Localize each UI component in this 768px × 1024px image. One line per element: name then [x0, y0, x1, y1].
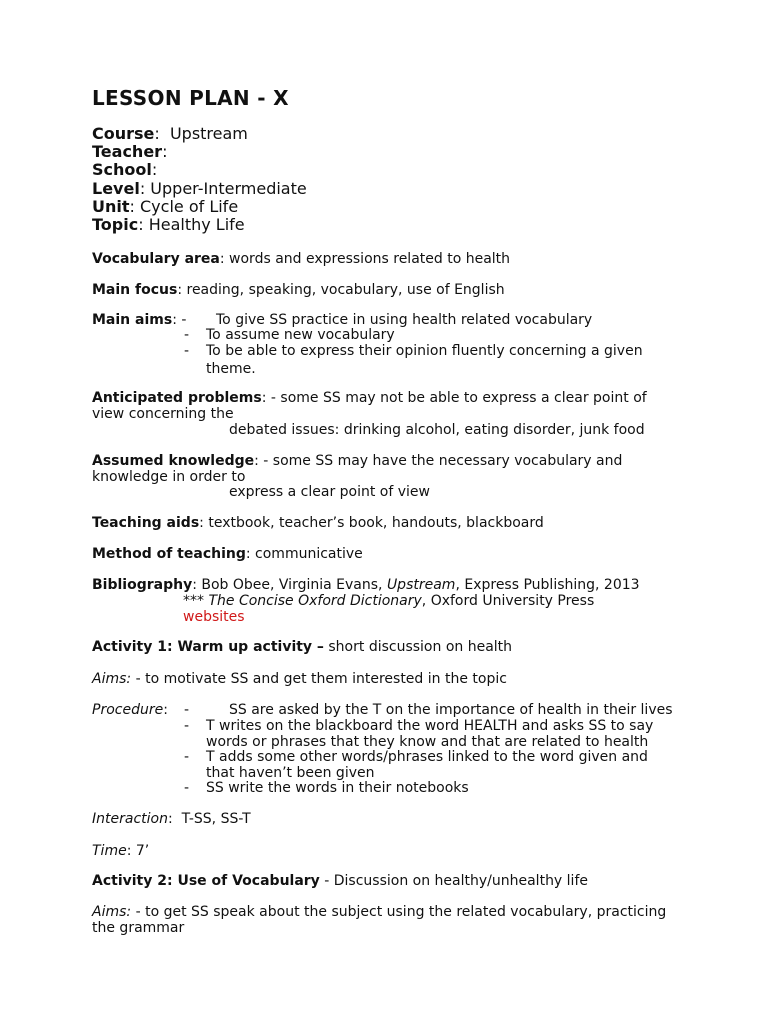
teacher-label: Teacher	[92, 142, 163, 161]
topic-value: Healthy Life	[148, 215, 245, 234]
activity-2-aims-label: Aims:	[92, 904, 132, 920]
procedure-item: - T adds some other words/phrases linked to the word given and	[184, 749, 648, 765]
main-aims-item: To give SS practice in using health related vocabulary	[216, 312, 593, 328]
document-title: LESSON PLAN - X	[92, 86, 289, 110]
assumed-knowledge-line: knowledge in order to	[92, 469, 246, 485]
bibliography-line: *** The Concise Oxford Dictionary, Oxford University Press	[183, 593, 595, 609]
anticipated-problems-line: view concerning the	[92, 406, 234, 422]
school-label: School	[92, 160, 152, 179]
vocabulary-area-label: Vocabulary area	[92, 251, 220, 267]
unit-value: Cycle of Life	[140, 197, 239, 216]
bibliography-label: Bibliography	[92, 577, 193, 593]
interaction-label: Interaction	[92, 811, 168, 827]
level-label: Level	[92, 179, 140, 198]
level-line: Level: Upper-Intermediate	[92, 179, 307, 198]
activity-1-time	[92, 843, 149, 859]
procedure-item: - T writes on the blackboard the word HEALTH and asks SS to say	[184, 718, 654, 734]
course-label: Course	[92, 124, 155, 143]
activity-1-aims-label: Aims:	[92, 671, 132, 687]
teaching-aids-line	[92, 515, 544, 531]
anticipated-problems-label: Anticipated problems	[92, 390, 262, 406]
course-line: Course: Upstream	[92, 124, 248, 143]
topic-line: Topic: Healthy Life	[92, 215, 245, 234]
time-value: : 7’	[126, 843, 150, 859]
anticipated-problems-line: Anticipated problems: - some SS may not be able to express a clear point of	[92, 390, 647, 406]
main-aims-label-line: Main aims: -	[92, 312, 187, 328]
assumed-knowledge-label: Assumed knowledge	[92, 453, 255, 469]
activity-2-aims-continuation: the grammar	[92, 920, 185, 936]
activity-1-heading: Activity 1: Warm up activity – short discussion on health	[92, 639, 513, 655]
activity-1-aims: Aims: - to motivate SS and get them interested in the topic	[92, 671, 507, 687]
activity-1-procedure-label: Procedure	[92, 702, 164, 718]
assumed-knowledge-line: express a clear point of view	[229, 484, 430, 500]
teaching-aids-label: Teaching aids	[92, 515, 200, 531]
unit-label: Unit	[92, 197, 130, 216]
main-focus-label: Main focus	[92, 282, 178, 298]
method-of-teaching-line	[92, 546, 363, 562]
activity-2-aims: Aims: - to get SS speak about the subject using the related vocabulary, practicing	[92, 904, 667, 920]
time-label: Time	[92, 843, 127, 859]
websites-link[interactable]: websites	[183, 609, 245, 625]
teaching-aids-value: : textbook, teacher’s book, handouts, blackboard	[199, 515, 544, 531]
teacher-line: Teacher:	[92, 142, 168, 161]
activity-2-heading: Activity 2: Use of Vocabulary - Discussion on healthy/unhealthy life	[92, 873, 588, 889]
activity-1-procedure-label-line: Procedure:	[92, 702, 168, 718]
procedure-item-continuation: that haven’t been given	[206, 765, 375, 781]
interaction-value: T-SS, SS-T	[181, 811, 251, 827]
course-value: Upstream	[169, 124, 248, 143]
main-aims-label: Main aims	[92, 312, 173, 328]
main-aims-item: - To assume new vocabulary	[184, 327, 395, 343]
method-of-teaching-value: : communicative	[245, 546, 363, 562]
main-focus-value: : reading, speaking, vocabulary, use of English	[177, 282, 505, 298]
main-aims-item-continuation: theme.	[206, 361, 256, 377]
unit-line: Unit: Cycle of Life	[92, 197, 239, 216]
topic-label: Topic	[92, 215, 139, 234]
anticipated-problems-line: debated issues: drinking alcohol, eating disorder, junk food	[229, 422, 645, 438]
vocabulary-area-value: : words and expressions related to health	[219, 251, 511, 267]
assumed-knowledge-line: Assumed knowledge: - some SS may have the necessary vocabulary and	[92, 453, 623, 469]
school-line: School:	[92, 160, 158, 179]
procedure-item: - SS are asked by the T on the importance of health in their lives	[184, 702, 673, 718]
procedure-item-continuation: words or phrases that they know and that are related to health	[206, 734, 649, 750]
method-of-teaching-label: Method of teaching	[92, 546, 246, 562]
main-focus-line	[92, 282, 505, 298]
main-aims-item: - To be able to express their opinion fluently concerning a given	[184, 343, 643, 359]
bibliography-line: Bibliography: Bob Obee, Virginia Evans, Upstream, Express Publishing, 2013	[92, 577, 640, 593]
activity-1-interaction: Interaction: T-SS, SS-T	[92, 811, 251, 827]
vocabulary-area-line	[92, 251, 510, 267]
procedure-item: - SS write the words in their notebooks	[184, 780, 469, 796]
level-value: Upper-Intermediate	[150, 179, 307, 198]
